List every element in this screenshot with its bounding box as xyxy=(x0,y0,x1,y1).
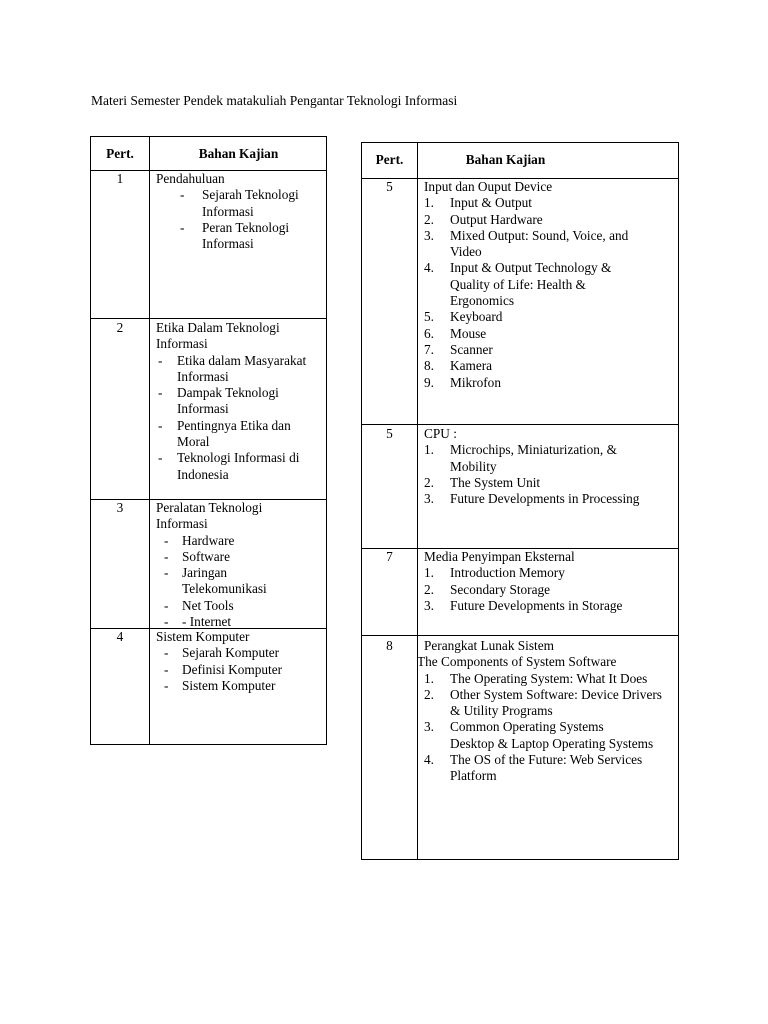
list-item-line: Informasi xyxy=(202,236,254,252)
list-item xyxy=(424,326,628,342)
list-marker: 7. xyxy=(424,341,434,357)
list-item-line: Sejarah Teknologi xyxy=(202,187,299,203)
list-marker: 3. xyxy=(424,227,434,243)
list-item-line: Software xyxy=(182,548,230,564)
list-marker: 1. xyxy=(424,565,434,581)
list-item-line: Moral xyxy=(177,434,210,450)
list-item xyxy=(156,549,267,565)
topic-heading: Media Penyimpan Eksternal xyxy=(424,549,575,564)
list-item xyxy=(156,353,306,386)
list-marker: 3. xyxy=(424,719,434,735)
pert-number: 1 xyxy=(116,171,124,186)
list-item-line: Informasi xyxy=(202,203,254,219)
list-item-line: Mixed Output: Sound, Voice, and xyxy=(450,227,629,243)
topic-cell xyxy=(156,171,299,252)
list-item xyxy=(156,662,282,678)
list-marker: 1. xyxy=(424,195,434,211)
list-item-line: Indonesia xyxy=(177,466,229,482)
list-item xyxy=(424,309,628,325)
list-marker: - xyxy=(164,614,169,630)
list-item-line: Sistem Komputer xyxy=(182,677,276,693)
list-item-line: Desktop & Laptop Operating Systems xyxy=(450,735,654,751)
list-item xyxy=(424,195,628,211)
list-item-line: Ergonomics xyxy=(450,293,515,309)
list-marker: 2. xyxy=(424,211,434,227)
topic-cell xyxy=(424,179,628,391)
topic-heading: Peralatan Teknologi xyxy=(156,500,263,515)
list-item-line: Informasi xyxy=(177,401,229,417)
list-item-line: Net Tools xyxy=(182,597,234,613)
topic-cell xyxy=(156,629,282,694)
document-title: Materi Semester Pendek matakuliah Pengantar Teknologi Informasi xyxy=(91,93,458,108)
list-item-line: Teknologi Informasi di xyxy=(177,450,300,466)
topic-cell xyxy=(424,549,622,614)
header-pert: Pert. xyxy=(375,152,404,167)
row-divider xyxy=(362,424,678,425)
list-item xyxy=(156,385,306,418)
pert-number: 4 xyxy=(116,629,124,644)
list-item-line: Mouse xyxy=(450,325,487,341)
list-item-line: Mobility xyxy=(450,458,497,474)
list-item-line: Informasi xyxy=(177,368,229,384)
list-item-line: - Internet xyxy=(182,614,232,630)
list-marker: 5. xyxy=(424,309,434,325)
list-item-line: Kamera xyxy=(450,358,493,374)
list-item-line: Video xyxy=(450,244,482,260)
list-item-line: & Utility Programs xyxy=(450,703,553,719)
list-item-line: Definisi Komputer xyxy=(182,661,283,677)
topic-cell xyxy=(417,638,662,785)
numbered-list xyxy=(424,195,628,391)
list-marker: 4. xyxy=(424,260,434,276)
list-item xyxy=(424,342,628,358)
topic-heading: Perangkat Lunak Sistem xyxy=(424,638,554,653)
list-item xyxy=(156,220,299,253)
list-marker: - xyxy=(164,548,169,564)
list-item xyxy=(424,565,622,581)
pert-number: 7 xyxy=(386,549,393,564)
list-item xyxy=(156,450,306,483)
list-item-line: Input & Output Technology & xyxy=(450,260,612,276)
list-marker: - xyxy=(164,565,169,581)
row-divider xyxy=(91,318,326,319)
list-item-line: Etika dalam Masyarakat xyxy=(177,352,307,368)
list-item-line: Quality of Life: Health & xyxy=(450,276,586,292)
list-marker: - xyxy=(164,661,169,677)
column-divider xyxy=(149,137,150,744)
topic-cell xyxy=(156,320,306,483)
topic-heading: Etika Dalam Teknologi xyxy=(156,320,280,335)
numbered-list xyxy=(424,671,662,785)
list-item xyxy=(156,598,267,614)
topic-heading: Pendahuluan xyxy=(156,171,225,186)
list-marker: 8. xyxy=(424,358,434,374)
list-item-line: Future Developments in Processing xyxy=(450,491,640,507)
column-divider xyxy=(417,143,418,859)
list-item xyxy=(156,565,267,598)
list-marker: 4. xyxy=(424,752,434,768)
list-item xyxy=(424,358,628,374)
list-marker: - xyxy=(164,645,169,661)
list-marker: - xyxy=(158,352,163,368)
list-item-line: Pentingnya Etika dan xyxy=(177,417,291,433)
list-item-line: Future Developments in Storage xyxy=(450,597,623,613)
list-marker: - xyxy=(158,417,163,433)
list-marker: 3. xyxy=(424,597,434,613)
list-item-line: Dampak Teknologi xyxy=(177,385,279,401)
list-item-line: Microchips, Miniaturization, & xyxy=(450,442,617,458)
list-item xyxy=(424,475,639,491)
list-marker: - xyxy=(180,219,185,235)
list-item-line: Input & Output xyxy=(450,195,532,211)
topic-heading: Sistem Komputer xyxy=(156,629,250,644)
list-item xyxy=(156,678,282,694)
list-item xyxy=(424,260,628,309)
list-marker: - xyxy=(164,677,169,693)
topic-heading: Informasi xyxy=(156,516,208,532)
list-marker: 3. xyxy=(424,491,434,507)
list-item-line: Platform xyxy=(450,768,497,784)
list-marker: 2. xyxy=(424,686,434,702)
header-bahan-kajian: Bahan Kajian xyxy=(198,146,279,161)
topic-cell xyxy=(424,426,639,507)
list-item xyxy=(424,442,639,475)
list-item xyxy=(424,582,622,598)
pert-number: 2 xyxy=(116,320,124,335)
pert-number: 5 xyxy=(386,179,393,194)
list-item-line: The Operating System: What It Does xyxy=(450,670,648,686)
topic-subheading: The Components of System Software xyxy=(417,654,617,670)
list-item xyxy=(424,228,628,261)
list-item-line: Keyboard xyxy=(450,309,503,325)
list-marker: 1. xyxy=(424,442,434,458)
right-topics-table xyxy=(361,142,679,860)
topic-cell xyxy=(156,500,267,630)
left-topics-table xyxy=(90,136,327,745)
list-item xyxy=(156,614,267,630)
header-bahan-kajian: Bahan Kajian xyxy=(465,152,546,167)
list-marker: - xyxy=(158,385,163,401)
list-item-line: Mikrofon xyxy=(450,374,501,390)
row-divider xyxy=(362,635,678,636)
pert-number: 5 xyxy=(386,426,393,441)
list-item-line: Sejarah Komputer xyxy=(182,645,280,661)
topic-heading: Input dan Ouput Device xyxy=(424,179,553,194)
list-marker: 9. xyxy=(424,374,434,390)
topic-heading: CPU : xyxy=(424,426,457,441)
list-item-line: Peran Teknologi xyxy=(202,219,290,235)
numbered-list xyxy=(424,565,622,614)
list-item xyxy=(156,187,299,220)
list-item-line: Other System Software: Device Drivers xyxy=(450,686,662,702)
list-item-line: Output Hardware xyxy=(450,211,543,227)
pert-number: 3 xyxy=(116,500,124,515)
list-marker: 6. xyxy=(424,325,434,341)
list-marker: 2. xyxy=(424,581,434,597)
list-item xyxy=(424,687,662,720)
list-item xyxy=(424,598,622,614)
list-item-line: Hardware xyxy=(182,532,235,548)
list-marker: - xyxy=(164,532,169,548)
list-marker: 2. xyxy=(424,474,434,490)
list-item-line: Secondary Storage xyxy=(450,581,551,597)
list-marker: - xyxy=(164,597,169,613)
list-marker: - xyxy=(158,450,163,466)
list-item-line: Scanner xyxy=(450,341,493,357)
list-item xyxy=(424,375,628,391)
numbered-list xyxy=(424,442,639,507)
list-item xyxy=(424,491,639,507)
pert-number: 8 xyxy=(386,638,393,653)
list-item xyxy=(156,645,282,661)
list-item xyxy=(424,671,662,687)
list-item-line: The System Unit xyxy=(450,474,541,490)
list-item-line: Common Operating Systems xyxy=(450,719,604,735)
list-item xyxy=(156,533,267,549)
list-item-line: The OS of the Future: Web Services xyxy=(450,752,643,768)
list-item-line: Introduction Memory xyxy=(450,565,565,581)
list-item-line: Jaringan xyxy=(182,565,228,581)
list-item xyxy=(156,418,306,451)
list-item xyxy=(424,752,662,785)
header-pert: Pert. xyxy=(106,146,134,161)
list-marker: - xyxy=(180,187,185,203)
topic-heading: Informasi xyxy=(156,336,208,352)
list-marker: 1. xyxy=(424,670,434,686)
list-item xyxy=(424,719,662,752)
list-item xyxy=(424,212,628,228)
list-item-line: Telekomunikasi xyxy=(182,581,267,597)
